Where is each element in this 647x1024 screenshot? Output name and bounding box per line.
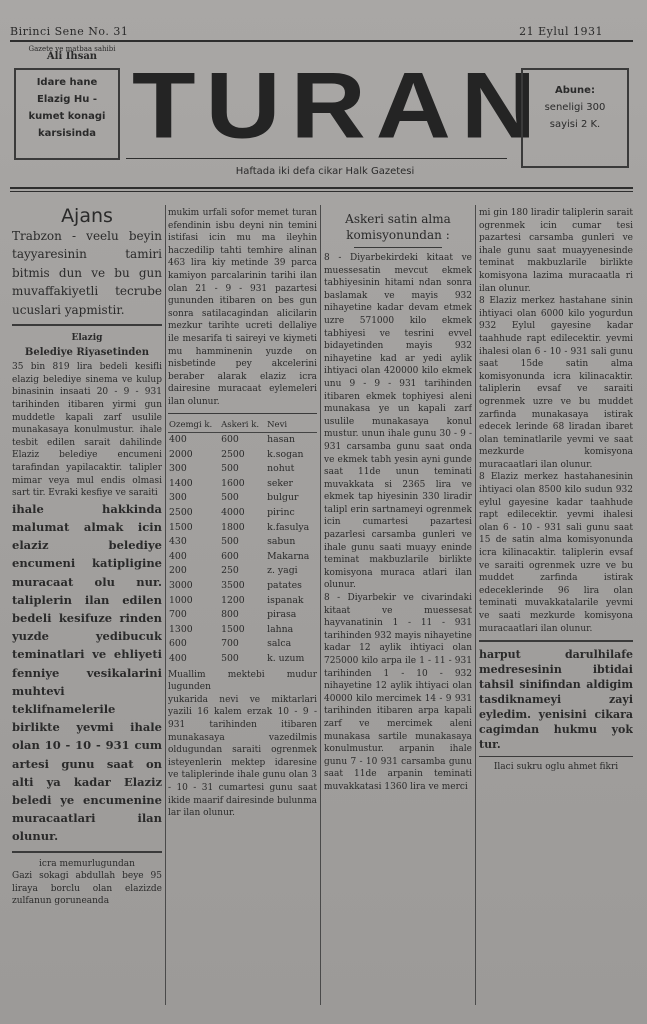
- subscription-line: sayisi 2 K.: [549, 119, 601, 130]
- divider: [12, 851, 162, 853]
- muallim-heading: Muallim mektebi mudur lugunden: [168, 669, 317, 693]
- column-rule: [320, 205, 321, 1005]
- cell: 250: [221, 565, 239, 577]
- cell: 200: [169, 565, 187, 577]
- issue-date: 21 Eylul 1931: [519, 25, 603, 38]
- cell: 4000: [221, 507, 245, 519]
- price-table: [168, 418, 317, 667]
- divider: [479, 640, 633, 642]
- cell: k.fasulya: [267, 521, 310, 533]
- muallim-notice: yukarida nevi ve miktarlari yazili 16 kalem erzak 10 - 9 - 931 tarihinden itibaren munakasaya vazedilmis oldugundan saraiti ogrenmek isteyenlerin mektep idaresine ve taliplerinde ihale gunu olan 3 - 10 - 31 cumartesi gunu saat ikide maarif dairesinde bulunma lar ilan olunur.: [168, 694, 317, 819]
- cell: 1400: [169, 477, 193, 489]
- notice-continued: mi gin 180 liradir taliplerin sarait ogrenmek icin cumar tesi pazartesi carsamba gunleri ve ihale gunu saat muayyenesinde teminat makbuzlarile birlikte komisyona lazima muracaatla ri ilan olunur.: [479, 208, 633, 294]
- cell: 700: [221, 638, 239, 650]
- table-row: [168, 637, 317, 652]
- hastahane-yogurt-notice: 8 Elaziz merkez hastahane sinin ihtiyaci olan 6000 kilo yogurdun 932 Eylul gayesine kadar taahhude rapt edilecektir. yevmi ihalesi olan 6 - 10 - 931 sali gunu saat 15de satin alma komisyonunda icra kilinacaktir. taliplerin evsaf ve saraiti ogrenmek uzre ve bu muddet zarfinda munakasaya istirak edecek lerinde 68 liradan ibaret olan teminatlarile yevmi ve saat mezkurde komisyona muracaatlari ilan olunur.: [479, 296, 633, 470]
- divider: [354, 247, 442, 248]
- table-row: [168, 652, 317, 667]
- cell: 500: [221, 492, 239, 504]
- masthead-bottom-rule: [10, 187, 633, 189]
- cell: nohut: [267, 463, 295, 475]
- cell: patates: [267, 580, 302, 592]
- cell: 1200: [221, 594, 245, 606]
- office-address-box: [14, 68, 120, 160]
- table-row: [168, 477, 317, 492]
- belediye-notice-bold: ihale hakkinda malumat almak icin elaziz belediye encumeni katipligine muracaat olu nur. taliplerin ilan edilen bedeli kesifuze rinden yuzde yedibucuk teminatlari ve ehliyeti fenniye vesikalarini muhtevi teklifnamelerile birlikte yevmi ihale olan 10 - 10 - 931 cum artesi gunu saat on alti ya kadar Elaziz beledi ye encumenine muracaatlari ilan olunur.: [12, 501, 162, 844]
- cell: pirasa: [267, 609, 297, 621]
- belediye-heading: Belediye Riyasetinden: [24, 346, 150, 358]
- haciz-notice: mukim urfali sofor memet turan efendinin isbu deyni nin temini istifasi icin mu ma ileyhin haczedilip tahti temhire alinan 463 lira kiy metinde 39 parca kamiyon parcalarinin tarihi ilan olan 21 - 9 - 931 pazartesi gununden itibaren on bes gun sonra satilacagindan alicilarin mezkur tarihte ucreti dellaliye ile mesarifa ti saireyi ve kiymeti mu hamminenin yuzde on nisbetinde pey akcelerini beraber alarak elaziz icra dairesine muracaat eylemeleri ilan olunur.: [168, 208, 317, 407]
- top-rule: [10, 40, 633, 42]
- cell: 3500: [221, 580, 245, 592]
- subscription-box: [521, 68, 629, 168]
- section-elazig: Elazig: [71, 333, 103, 344]
- kayip-ilani: harput darulhilafe medresesinin ibtidai tahsil sinifindan aldigim tasdiknameyi zayi eyledim. yenisini cikara cagimdan hukmu yok tur.: [479, 648, 633, 752]
- cell: 1000: [169, 594, 193, 606]
- cell: lahna: [267, 623, 294, 635]
- cell: 600: [221, 550, 239, 562]
- cell: 1500: [221, 623, 245, 635]
- cell: z. yagi: [267, 565, 298, 577]
- cell: Makarna: [267, 550, 310, 562]
- askeri-notice-arpa: 8 - Diyarbekir ve civarindaki kitaat ve muessesat hayvanatinin 1 - 11 - 931 tarihinden 932 mayis nihayetine kadar 12 aylik ihtiyaci olan 725000 kilo arpa ile 1 - 11 - 931 tarihinden 1 - 10 - 932 nihayetine 12 aylik ihtiyaci olan 40000 kilo mercimek 14 - 9 931 tarihinden itibaren arpa kapali zarf ve mercimek aleni munakasa sartile munakasaya konulmustur. arpanin ihale gunu 7 - 10 931 carsamba gunu saat 11de arpanin teminati muvakkatasi 1360 lira ve merci: [324, 593, 472, 792]
- column-2: [168, 207, 317, 1012]
- cell: 2000: [169, 448, 193, 460]
- masthead-bottom-rule-thin: [10, 191, 633, 192]
- cell: 400: [169, 434, 187, 446]
- table-row: [168, 550, 317, 565]
- cell: 1800: [221, 521, 245, 533]
- column-3: [324, 207, 472, 1012]
- cell: 2500: [221, 448, 245, 460]
- cell: 600: [221, 434, 239, 446]
- cell: 1600: [221, 477, 245, 489]
- cell: 400: [169, 653, 187, 664]
- table-row: [168, 506, 317, 521]
- ajans-heading: Ajans: [61, 205, 113, 227]
- office-line: Elazig Hu -: [36, 94, 97, 105]
- cell: pirinc: [267, 507, 295, 519]
- table-row: [168, 491, 317, 506]
- issue-line: Birinci Sene No. 31: [10, 25, 129, 38]
- cell: bulgur: [267, 492, 299, 504]
- icra-heading: icra memurlugundan: [39, 858, 135, 869]
- header-nevi: Nevi: [266, 418, 317, 433]
- kayip-imza: Ilaci sukru oglu ahmet fikri: [493, 762, 619, 773]
- askeri-heading: Askeri satin alma komisyonundan :: [345, 212, 451, 242]
- belediye-notice: 35 bin 819 lira bedeli kesifli elazig belediye sinema ve kulup binasinin insaati 20 - 9 - 931 tarihinden itibaren yirmi gun muddetle kapali zarf usulile munakasaya konulmustur. ihale tesbit edilen sarait dahilinde Elaziz belediye encumeni tarafindan yapilacaktir. talipler mimar veya mul endis olmasi sart tir. Evraki kesfiye ve saraiti: [12, 362, 162, 499]
- cell: 400: [169, 550, 187, 562]
- header-ozengi: Ozemgi k.: [168, 418, 220, 433]
- table-row: [168, 535, 317, 550]
- table-row: [168, 608, 317, 623]
- divider: [12, 324, 162, 326]
- divider: [479, 756, 633, 757]
- office-line: Idare hane: [36, 77, 98, 88]
- owner-caption: Gazete ve matbaa sahibi: [28, 45, 116, 53]
- newspaper-title: TURAN: [132, 53, 546, 159]
- cell: 500: [221, 463, 239, 475]
- cell: 430: [169, 536, 187, 548]
- table-row: [168, 433, 317, 448]
- owner-block: [22, 45, 122, 61]
- owner-name: Ali Ihsan: [46, 51, 98, 62]
- cell: 1300: [169, 623, 193, 635]
- office-line: karsisinda: [37, 128, 97, 139]
- cell: k. uzum: [267, 653, 305, 664]
- cell: seker: [267, 477, 293, 489]
- table-row: [168, 594, 317, 609]
- ajans-news: Trabzon - veelu beyin tayyaresinin tamiri bitmis dun ve bu gun muvaffakiyetli tecrube ucuslari yapmistir.: [12, 228, 162, 317]
- cell: 2500: [169, 507, 193, 519]
- column-rule: [165, 205, 166, 1005]
- column-1: [12, 202, 162, 1012]
- cell: ispanak: [267, 594, 304, 606]
- table-row: [168, 564, 317, 579]
- askeri-notice-ekmek: 8 - Diyarbekirdeki kitaat ve muessesatin mevcut ekmek tabhiyesinin hitami ndan sonra baslamak ve mayis 932 nihayetine kadar devam etmek uzre 571000 kilo ekmek tabhiyesi ve tesrini evvel bidayetinden mayis 932 nihayetine kad ar yedi aylik ihtiyaci olan 420000 kilo ekmek unu 9 - 9 - 931 tarihinden itibaren ekmek tophiyesi aleni munakasa ye un kapali zarf usulile munakasaya konul mustur. unun ihale gunu 30 - 9 - 931 carsamba gunu saat onda ve ekmek tabh yesin ayni gunde saat 11de unun teminati muvakkata si 2365 lira ve ekmek tap hiyesinin 330 liradir talipl erin sartnameyi ogrenmek icin cumartesi pazartesi pazarlesi carsamba gunleri ve ihale gunu saati muayy eninde teminat makbuzlarile birlikte komisyona muraca atlari ilan olunur.: [324, 253, 472, 591]
- divider: [168, 413, 317, 414]
- cell: 3000: [169, 580, 193, 592]
- column-rule: [475, 205, 476, 1005]
- table-row: [168, 623, 317, 638]
- table-row: [168, 448, 317, 463]
- cell: 800: [221, 609, 239, 621]
- header-askeri: Askeri k.: [220, 418, 266, 433]
- table-row: [168, 579, 317, 594]
- subscription-title: Abune:: [555, 85, 595, 96]
- cell: 300: [169, 463, 187, 475]
- title-underline: [126, 158, 507, 159]
- cell: 500: [221, 653, 239, 664]
- table-row: [168, 462, 317, 477]
- column-4: [479, 207, 633, 1012]
- hastahane-sut-notice: 8 Elaziz merkez hastahanesinin ihtiyaci olan 8500 kilo sudun 932 eylul gayesine kadar taahhude rapt edilecektir. yevmi ihalesi olan 6 - 10 - 931 sali gunu saat 15 de satin alma komisyonunda icra kilinacaktir. taliplerin evsaf ve saraiti ogrenmek uzre ve bu muddet zarfinda istirak edeceklerinde 96 lira olan teminati muvakkatalarile yevmi ve saati mezkurde komisyona muracaatlari ilan olunur.: [479, 472, 633, 634]
- cell: salca: [267, 638, 292, 650]
- cell: 500: [221, 536, 239, 548]
- newspaper-subtitle: Haftada iki defa cikar Halk Gazetesi: [235, 166, 415, 177]
- cell: k.sogan: [267, 448, 304, 460]
- cell: 700: [169, 609, 187, 621]
- icra-notice: Gazi sokagi abdullah beye 95 liraya borclu olan elazizde zulfanun goruneanda: [12, 871, 162, 907]
- table-header-row: [168, 418, 317, 433]
- cell: sabun: [267, 536, 296, 548]
- table-row: [168, 521, 317, 536]
- cell: hasan: [267, 434, 295, 446]
- cell: 600: [169, 638, 187, 650]
- office-line: kumet konagi: [28, 111, 106, 122]
- cell: 300: [169, 492, 187, 504]
- subscription-line: seneligi 300: [544, 102, 606, 113]
- cell: 1500: [169, 521, 193, 533]
